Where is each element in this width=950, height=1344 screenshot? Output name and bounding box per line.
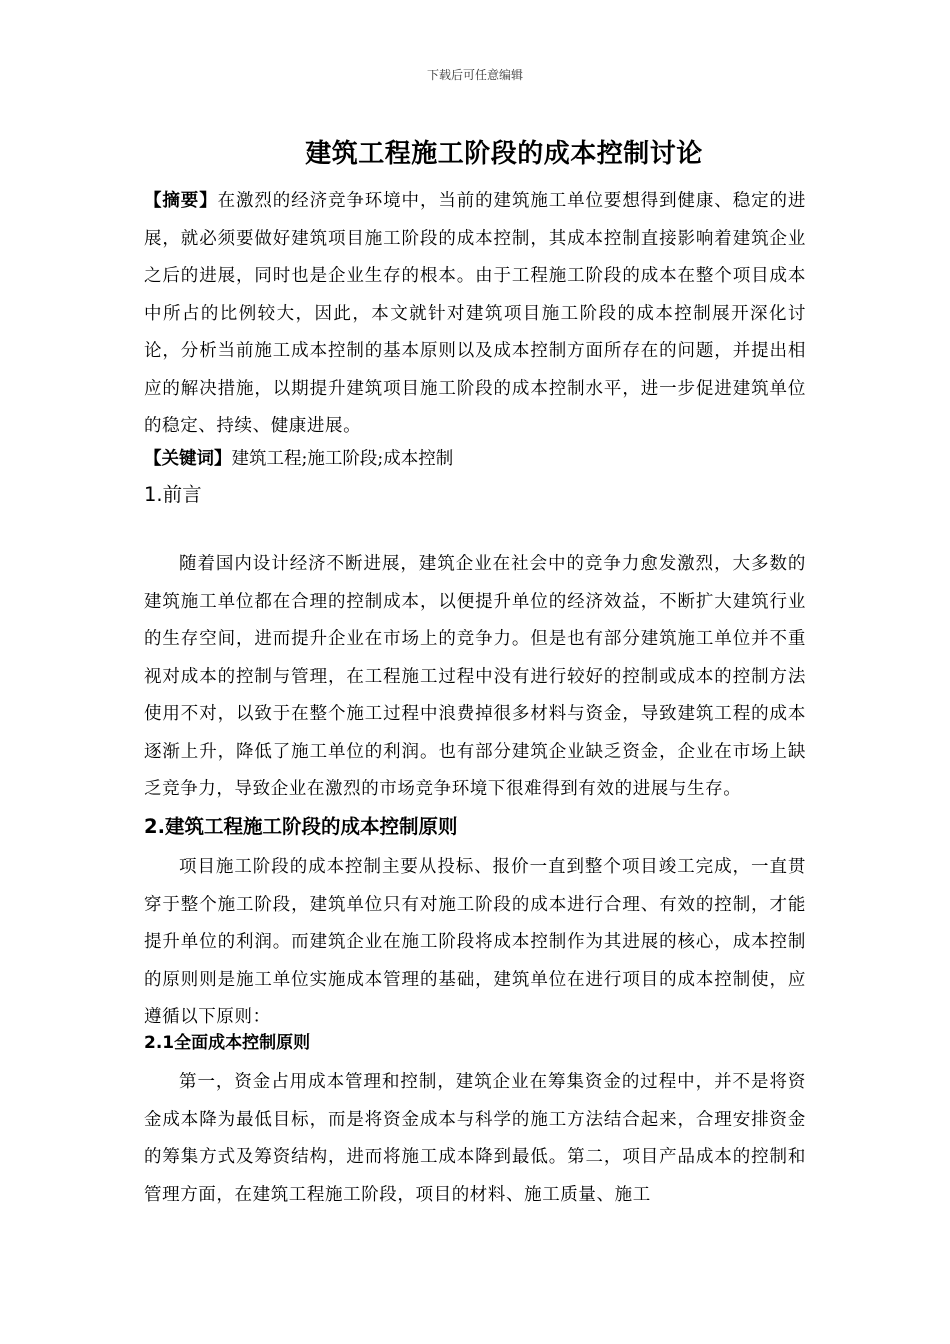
keywords-text: 建筑工程;施工阶段;成本控制 — [231, 449, 454, 469]
section-2-heading: 2.建筑工程施工阶段的成本控制原则 — [144, 815, 458, 838]
abstract-paragraph — [144, 183, 806, 446]
keywords-label: 【关键词】 — [144, 449, 232, 469]
section-1-heading: 1.前言 — [144, 483, 202, 506]
abstract-label: 【摘要】 — [144, 191, 218, 211]
keywords-line — [144, 442, 806, 476]
section-2-1-heading: 2.1全面成本控制原则 — [144, 1033, 311, 1053]
document-title: 建筑工程施工阶段的成本控制讨论 — [305, 139, 703, 169]
section-2-1-paragraph: 第一，资金占用成本管理和控制，建筑企业在筹集资金的过程中，并不是将资金成本降为最低目标，而是将资金成本与科学的施工方法结合起来，合理安排资金的筹集方式及筹资结构，进而将施工成本降到最低。第二，项目产品成本的控制和管理方面，在建筑工程施工阶段，项目的材料、施工质量、施工 — [144, 1072, 806, 1205]
section-2-paragraph: 项目施工阶段的成本控制主要从投标、报价一直到整个项目竣工完成，一直贯穿于整个施工阶段，建筑单位只有对施工阶段的成本进行合理、有效的控制，才能提升单位的利润。而建筑企业在施工阶段将成本控制作为其进展的核心，成本控制的原则则是施工单位实施成本管理的基础，建筑单位在进行项目的成本控制使，应遵循以下原则： — [144, 857, 806, 1027]
section-1-paragraph: 随着国内设计经济不断进展，建筑企业在社会中的竞争力愈发激烈，大多数的建筑施工单位都在合理的控制成本，以便提升单位的经济效益，不断扩大建筑行业的生存空间，进而提升企业在市场上的竞争力。但是也有部分建筑施工单位并不重视对成本的控制与管理，在工程施工过程中没有进行较好的控制或成本的控制方法使用不对，以致于在整个施工过程中浪费掉很多材料与资金，导致建筑工程的成本逐渐上升，降低了施工单位的利润。也有部分建筑企业缺乏资金，企业在市场上缺乏竞争力，导致企业在激烈的市场竞争环境下很难得到有效的进展与生存。 — [144, 554, 806, 799]
header-note: 下载后可任意编辑 — [426, 68, 523, 82]
abstract-text: 在激烈的经济竞争环境中，当前的建筑施工单位要想得到健康、稳定的进展，就必须要做好建筑项目施工阶段的成本控制，其成本控制直接影响着建筑企业之后的进展，同时也是企业生存的根本。由于工程施工阶段的成本在整个项目成本中所占的比例较大，因此，本文就针对建筑项目施工阶段的成本控制展开深化讨论，分析当前施工成本控制的基本原则以及成本控制方面所存在的问题，并提出相应的解决措施，以期提升建筑项目施工阶段的成本控制水平，进一步促进建筑单位的稳定、持续、健康进展。 — [144, 191, 806, 436]
